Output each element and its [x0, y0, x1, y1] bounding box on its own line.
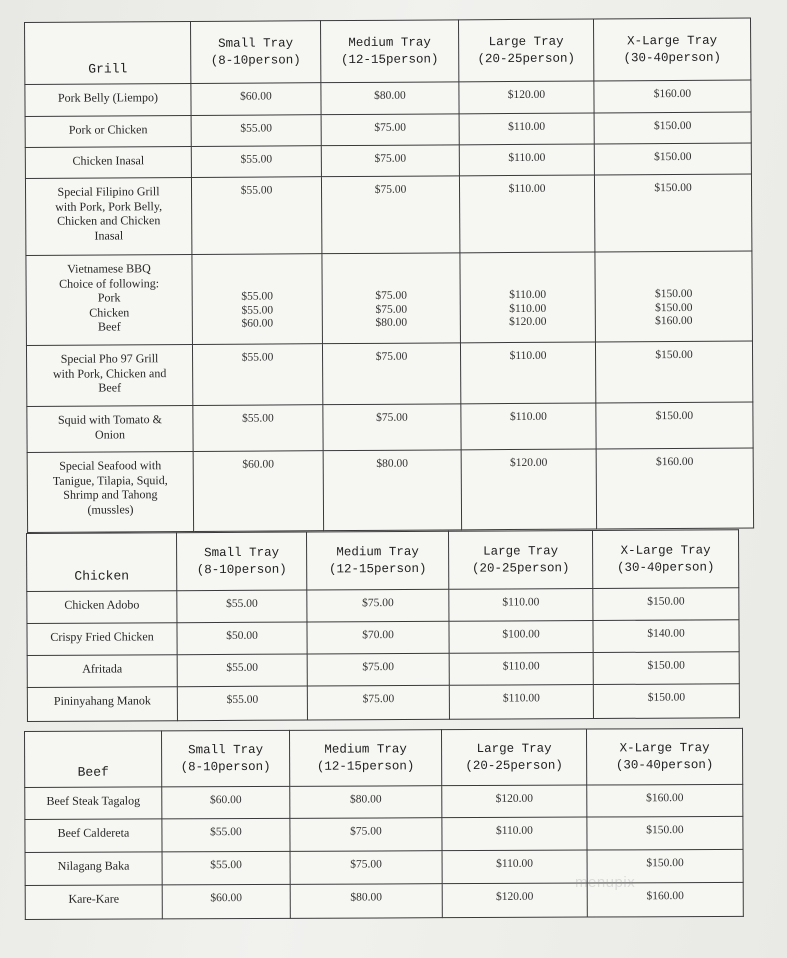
size-header-large: Large Tray (20-25person) — [441, 729, 586, 786]
item-name: Vietnamese BBQ Choice of following: Pork Chicken Beef — [26, 254, 193, 345]
price-medium: $75.00 — [307, 589, 449, 622]
price-xlarge: $160.00 — [596, 448, 753, 529]
price-large: $100.00 — [449, 621, 593, 654]
price-small: $50.00 — [177, 622, 307, 655]
price-large: $110.00 — [442, 817, 587, 851]
item-name: Special Seafood with Tanigue, Tilapia, Squid, Shrimp and Tahong (mussles) — [27, 451, 193, 532]
table-row — [25, 174, 751, 255]
price-medium: $75.00 — [323, 404, 461, 451]
price-large: $120.00 — [459, 81, 594, 114]
table-row — [27, 588, 739, 624]
price-medium: $75.00 — [321, 145, 459, 177]
price-xlarge: $160.00 — [594, 80, 751, 113]
price-medium: $80.00 — [290, 786, 442, 819]
size-header-xlarge: X-Large Tray (30-40person) — [593, 18, 750, 81]
price-large: $120.00 — [461, 449, 596, 530]
item-name: Beef Caldereta — [25, 819, 162, 853]
size-header-small: Small Tray (8-10person) — [162, 730, 290, 787]
beef-price-table — [24, 728, 744, 920]
price-large: $110.00 — [459, 175, 594, 253]
price-medium: $75.00 $75.00 $80.00 — [322, 253, 461, 344]
size-header-xlarge: X-Large Tray (30-40person) — [586, 728, 742, 785]
price-medium: $75.00 — [307, 653, 449, 686]
price-large: $110.00 $110.00 $120.00 — [460, 252, 596, 343]
size-header-xlarge: X-Large Tray (30-40person) — [592, 530, 738, 589]
item-name: Beef Steak Tagalog — [25, 787, 162, 820]
watermark-text: menupix — [575, 874, 636, 891]
price-xlarge: $150.00 — [593, 684, 739, 719]
price-medium: $75.00 — [307, 685, 449, 720]
item-name: Chicken Inasal — [25, 146, 191, 178]
size-header-medium: Medium Tray (12-15person) — [320, 20, 458, 83]
price-small: $55.00 $55.00 $60.00 — [192, 254, 323, 345]
price-small: $55.00 — [177, 654, 307, 687]
table-row — [25, 112, 751, 147]
price-medium: $80.00 — [290, 884, 442, 919]
price-xlarge: $150.00 — [594, 174, 751, 252]
price-medium: $75.00 — [322, 343, 460, 405]
item-name: Squid with Tomato & Onion — [27, 405, 193, 452]
price-xlarge: $150.00 — [596, 402, 753, 449]
price-xlarge: $150.00 — [587, 816, 743, 850]
price-large: $110.00 — [460, 342, 595, 404]
table-row — [27, 652, 739, 688]
price-small: $55.00 — [177, 686, 307, 721]
item-name: Kare-Kare — [25, 885, 162, 920]
size-header-large: Large Tray (20-25person) — [458, 19, 593, 82]
price-small: $55.00 — [192, 344, 322, 406]
table-row — [25, 849, 743, 885]
price-medium: $75.00 — [321, 176, 459, 254]
table-row — [25, 784, 743, 819]
table-header-row — [25, 728, 743, 787]
item-name: Nilagang Baka — [25, 852, 162, 886]
price-large: $110.00 — [449, 589, 593, 622]
price-small: $60.00 — [191, 83, 321, 116]
table-row — [25, 882, 743, 919]
price-medium: $80.00 — [321, 82, 459, 115]
table-row — [27, 402, 753, 452]
table-row — [27, 684, 739, 722]
size-header-small: Small Tray (8-10person) — [177, 532, 307, 591]
table-row — [26, 341, 752, 406]
price-large: $120.00 — [442, 785, 587, 818]
price-large: $110.00 — [459, 113, 594, 145]
item-name: Special Filipino Grill with Pork, Pork Belly, Chicken and Chicken Inasal — [25, 177, 191, 255]
price-small: $60.00 — [162, 786, 290, 819]
price-medium: $70.00 — [307, 621, 449, 654]
price-large: $120.00 — [442, 883, 587, 918]
price-small: $55.00 — [177, 590, 307, 623]
price-small: $55.00 — [193, 405, 323, 452]
price-xlarge: $150.00 $150.00 $160.00 — [595, 251, 753, 342]
table-row — [25, 816, 743, 852]
chicken-price-table — [26, 529, 740, 722]
size-header-medium: Medium Tray (12-15person) — [289, 730, 441, 787]
section-title-chicken: Chicken — [27, 533, 177, 592]
item-name: Crispy Fried Chicken — [27, 623, 177, 656]
table-row — [25, 143, 751, 178]
price-large: $110.00 — [461, 403, 596, 450]
price-xlarge: $150.00 — [593, 652, 739, 685]
price-xlarge: $160.00 — [587, 784, 743, 817]
size-header-small: Small Tray (8-10person) — [190, 21, 320, 84]
price-small: $55.00 — [191, 115, 321, 147]
price-xlarge: $140.00 — [593, 620, 739, 653]
section-title-grill: Grill — [25, 21, 191, 84]
price-large: $110.00 — [459, 144, 594, 176]
price-xlarge: $160.00 — [587, 882, 743, 917]
section-title-beef: Beef — [25, 731, 162, 788]
price-medium: $75.00 — [321, 114, 459, 146]
table-row — [25, 80, 751, 116]
price-medium: $80.00 — [323, 450, 461, 531]
item-name: Pininyahang Manok — [27, 687, 177, 722]
price-medium: $75.00 — [290, 851, 442, 885]
price-xlarge: $150.00 — [595, 341, 752, 403]
price-large: $110.00 — [442, 850, 587, 884]
table-row — [26, 251, 753, 345]
price-large: $110.00 — [449, 653, 593, 686]
table-header-row — [25, 18, 751, 84]
table-row — [27, 448, 753, 532]
size-header-large: Large Tray (20-25person) — [448, 531, 592, 590]
price-large: $110.00 — [449, 685, 593, 720]
price-xlarge: $150.00 — [593, 588, 739, 621]
item-name: Special Pho 97 Grill with Pork, Chicken and Beef — [26, 344, 192, 406]
item-name: Chicken Adobo — [27, 591, 177, 624]
price-small: $55.00 — [162, 851, 290, 885]
price-xlarge: $150.00 — [594, 143, 751, 175]
item-name: Pork or Chicken — [25, 115, 191, 147]
size-header-medium: Medium Tray (12-15person) — [306, 531, 448, 590]
grill-price-table — [24, 18, 754, 533]
price-small: $55.00 — [162, 818, 290, 852]
item-name: Afritada — [27, 655, 177, 688]
table-row — [27, 620, 739, 656]
price-xlarge: $150.00 — [594, 112, 751, 144]
price-xlarge: $150.00 — [587, 849, 743, 883]
table-header-row — [27, 530, 739, 592]
price-medium: $75.00 — [290, 818, 442, 852]
item-name: Pork Belly (Liempo) — [25, 83, 191, 116]
price-small: $60.00 — [193, 451, 323, 532]
price-small: $60.00 — [162, 884, 290, 919]
price-small: $55.00 — [191, 146, 321, 178]
price-small: $55.00 — [191, 177, 321, 255]
